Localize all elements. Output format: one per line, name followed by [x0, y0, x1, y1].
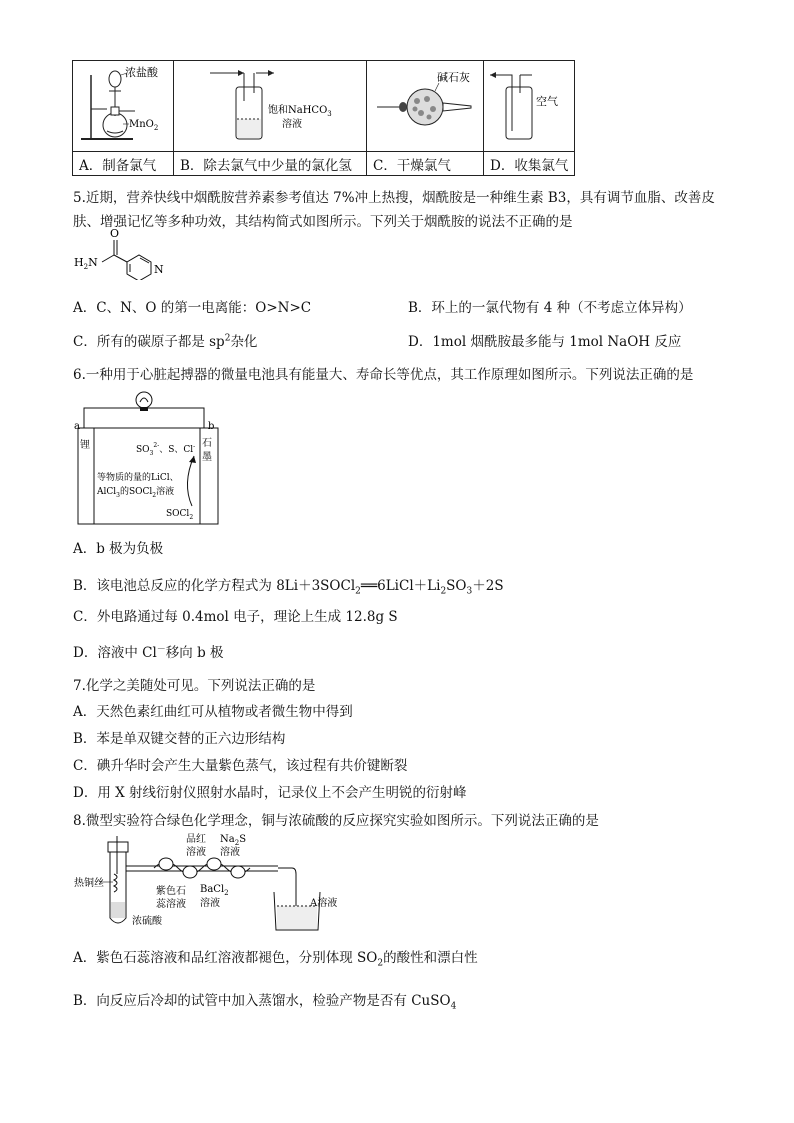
nahco3-label-2: 溶液 [282, 119, 302, 130]
air-label: 空气 [536, 95, 558, 108]
apparatus-d-cell [484, 61, 575, 152]
apparatus-c-cell [367, 61, 484, 152]
q6-option-d: D．溶液中 Cl－移向 b 极 [73, 644, 224, 661]
solution-label-1: 等物质的量的LiCl、 [97, 473, 179, 483]
hot-copper-label: 热铜丝 [74, 878, 104, 889]
q5-option-d: D．1mol 烟酰胺最多能与 1mol NaOH 反应 [408, 334, 682, 350]
electrode-b-label: b [208, 421, 215, 432]
apparatus-table [72, 60, 575, 176]
conc-h2so4-label: 浓硫酸 [132, 916, 162, 927]
o-label: O [110, 227, 120, 240]
graphite-label-1: 石 [202, 438, 212, 449]
electrode-a-label: a [74, 421, 80, 432]
q6-stem: 6.一种用于心脏起搏器的微量电池具有能量大、寿命长等优点，其工作原理如图所示。下列说法正确的是 [73, 367, 694, 383]
conc-hcl-label: 浓盐酸 [125, 66, 158, 79]
q6-option-c: C．外电路通过每 0.4mol 电子，理论上生成 12.8g S [73, 609, 398, 625]
caption-c: C．干燥氯气 [367, 152, 484, 176]
nahco3-label: 饱和NaHCO$_3$ [268, 105, 332, 118]
mno2-label: MnO$_2$ [129, 119, 159, 132]
gas-collection-bottle-diagram [484, 61, 574, 147]
q6-option-b: B．该电池总反应的化学方程式为 $8Li+3SOCl_2══6LiCl+Li_2SO_3+2S$ [73, 578, 504, 597]
fuchsine-label-2: 溶液 [186, 847, 206, 858]
caption-a: A．制备氯气 [73, 152, 174, 176]
apparatus-b-cell [174, 61, 367, 152]
litmus-label-1: 紫色石 [156, 886, 186, 897]
na2s-label-2: 溶液 [220, 847, 240, 858]
q7-option-d: D．用 X 射线衍射仪照射水晶时，记录仪上不会产生明锐的衍射峰 [73, 785, 467, 801]
q6-option-a: A．b 极为负极 [73, 541, 164, 557]
socl2-label: SOCl$_2$ [166, 509, 194, 521]
q7-option-a: A．天然色素红曲红可从植物或者微生物中得到 [73, 704, 353, 720]
q8-stem: 8.微型实验符合绿色化学理念，铜与浓硫酸的反应探究实验如图所示。下列说法正确的是 [73, 813, 599, 829]
q5-option-a: A．C、N、O 的第一电离能：O>N>C [73, 300, 312, 316]
nh2-label: $H_2N$ [74, 256, 98, 271]
q5-stem-line1: 5.近期，营养快线中烟酰胺营养素参考值达 7%冲上热搜，烟酰胺是一种维生素 B3，具有调节血脂、改善皮 [73, 190, 715, 206]
apparatus-a-cell [73, 61, 174, 152]
products-label: $SO_3^{2-}$、S、Cl- [136, 442, 196, 457]
q8-option-a: A．紫色石蕊溶液和品红溶液都褪色，分别体现 $SO_2$的酸性和漂白性 [73, 950, 478, 969]
graphite-label-2: 墨 [202, 452, 212, 463]
q7-option-b: B．苯是单双键交替的正六边形结构 [73, 731, 286, 747]
q8-option-b: B．向反应后冷却的试管中加入蒸馏水，检验产物是否有 CuSO$_4$ [73, 993, 457, 1012]
bacl2-label-2: 溶液 [200, 898, 220, 909]
na2s-label-1: $Na_2S$ [220, 834, 247, 847]
copper-sulfuric-acid-apparatus [70, 830, 360, 934]
soda-lime-label: 碱石灰 [437, 71, 470, 84]
nicotinamide-structure [72, 226, 182, 280]
fuchsine-label-1: 品红 [186, 834, 206, 845]
solution-label-2: AlCl$_3$的SOCl$_2$溶液 [97, 487, 175, 499]
drying-tube-diagram [367, 61, 483, 147]
caption-d: D．收集氯气 [484, 152, 575, 176]
a-solution-label: A溶液 [310, 898, 338, 909]
battery-diagram [70, 388, 220, 528]
q5-option-c: C．所有的碳原子都是 $sp^2$杂化 [73, 333, 258, 350]
q5-stem-line2: 肤、增强记忆等多种功效，其结构简式如图所示。下列关于烟酰胺的说法不正确的是 [73, 214, 573, 230]
q7-stem: 7.化学之美随处可见。下列说法正确的是 [73, 678, 316, 694]
lithium-label: 锂 [80, 440, 90, 451]
litmus-label-2: 蕊溶液 [156, 899, 186, 910]
q7-option-c: C．碘升华时会产生大量紫色蒸气，该过程有共价键断裂 [73, 758, 408, 774]
wash-bottle-diagram [174, 61, 366, 147]
caption-b: B．除去氯气中少量的氯化氢 [174, 152, 367, 176]
ring-n-label: N [154, 263, 164, 276]
chlorine-generator-diagram [73, 61, 173, 147]
q5-option-b: B．环上的一氯代物有 4 种（不考虑立体异构） [408, 300, 692, 316]
bacl2-label-1: BaCl$_2$ [200, 884, 229, 897]
